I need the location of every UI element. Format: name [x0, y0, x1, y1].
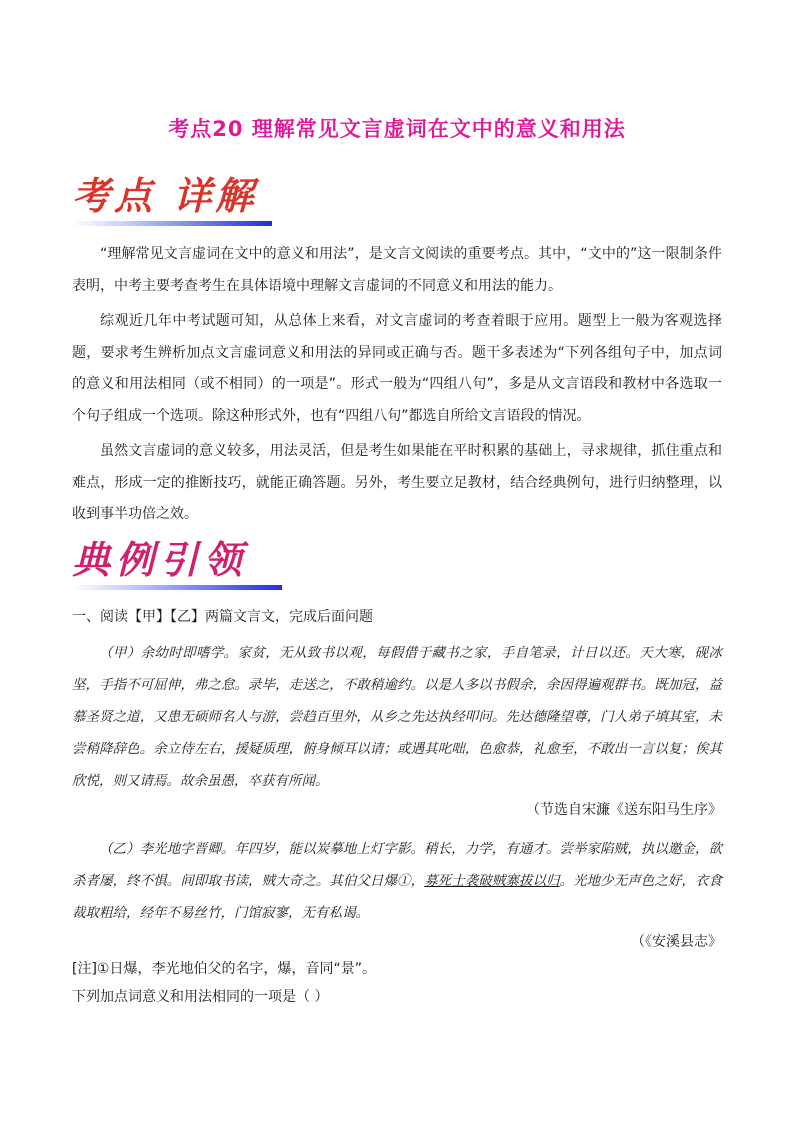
detail-banner — [72, 173, 272, 226]
detail-paragraph: 综观近几年中考试题可知，从总体上来看，对文言虚词的考查着眼于应用。题型上一般为客观选择题，要求考生辨析加点文言虚词意义和用法的异同或正确与否。题干多表述为“下列各组句子中，加点词的意义和用法相同（或不相同）的一项是”。形式一般为“四组八句”，多是从文言语段和教材中各选取一个句子组成一个选项。除这种形式外，也有“四组八句”都选自所给文言语段的情况。 — [72, 313, 722, 424]
examples-banner-text: 典例引领 — [72, 537, 249, 582]
detail-paragraph: 虽然文言虚词的意义较多，用法灵活，但是考生如果能在平时积累的基础上，寻求规律，抓住重点和难点，形成一定的推断技巧，就能正确答题。另外，考生要立足教材，结合经典例句，进行归纳整理，以收到事半功倍之效。 — [72, 443, 722, 522]
passage-a-source: （节选自宋濂《送东阳马生序》 — [526, 802, 722, 818]
detail-paragraph: “理解常见文言虚词在文中的意义和用法”，是文言文阅读的重要考点。其中，“文中的”这一限制条件表明，中考主要考查考生在具体语境中理解文言虚词的不同意义和用法的能力。 — [72, 246, 722, 294]
examples-banner — [72, 537, 282, 590]
underlined-sentence: 募死士袭破贼寨拔以归 — [424, 873, 560, 889]
question-heading: 一、阅读【甲】【乙】两篇文言文，完成后面问题 — [72, 609, 373, 625]
passage-b-text-end: 。光地少无声色之好，衣食裁取粗给，经年不易丝竹，门馆寂寥，无有私谒。 — [72, 873, 723, 921]
annotation-note: [注]①日爆，李光地伯父的名字，爆，音同“景”。 — [72, 961, 376, 977]
passage-b-text: （乙）李光地字晋卿。年四岁，能以炭摹地上灯字影。稍长，力学，有通才。尝举家陷贼，执以邀金，欲杀者屡，终不惧。间即取书读，贼大奇之。其伯父日爆①， — [72, 841, 722, 889]
page-title: 考点20 理解常见文言虚词在文中的意义和用法 — [168, 117, 626, 141]
banner-underline — [72, 585, 282, 590]
passage-b-source: （《安溪县志》 — [631, 934, 722, 950]
question-prompt: 下列加点词意义和用法相同的一项是（ ） — [72, 989, 329, 1005]
detail-banner-text: 考点 详解 — [72, 173, 258, 218]
banner-underline — [72, 221, 272, 226]
passage-b — [72, 833, 722, 929]
passage-a: （甲）余幼时即嗜学。家贫，无从致书以观，每假借于藏书之家，手自笔录，计日以还。天大寒，砚冰坚，手指不可屈伸，弗之怠。录毕，走送之，不敢稍逾约。以是人多以书假余，余因得遍观群书。既加冠，益慕圣贤之道，又患无硕师名人与游，尝趋百里外，从乡之先达执经叩问。先达德隆望尊，门人弟子填其室，未尝稍降辞色。余立侍左右，援疑质理，俯身倾耳以请；或遇其叱咄，色愈恭，礼愈至，不敢出一言以复；俟其欣悦，则又请焉。故余虽愚，卒获有所闻。 — [72, 645, 722, 789]
detail-section — [72, 239, 722, 535]
question-section — [72, 607, 722, 1011]
